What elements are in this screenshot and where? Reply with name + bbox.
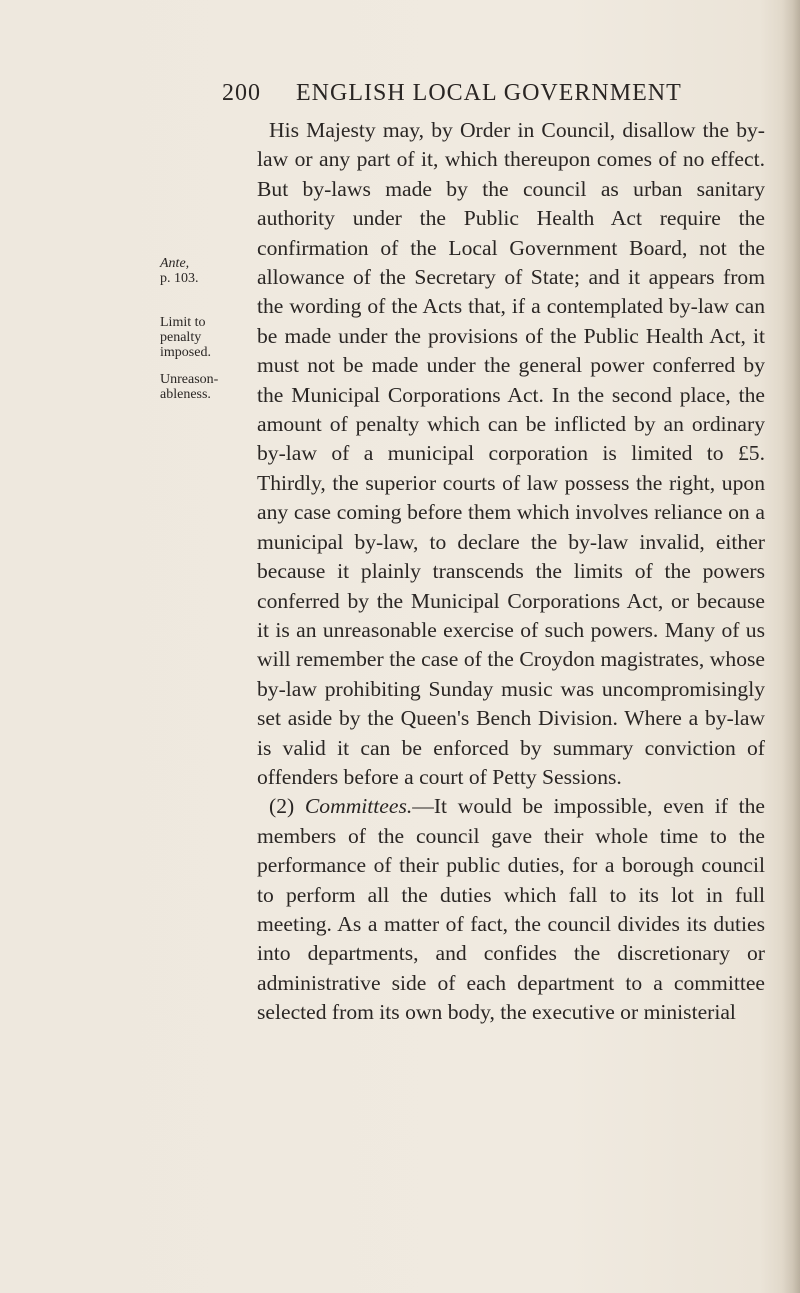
running-head [222, 80, 722, 114]
body-text [257, 116, 765, 1028]
section-heading-committees: Committees. [304, 794, 413, 819]
page-number: 200 [222, 80, 261, 106]
margin-note-unreasonableness: Unreason- ableness. [160, 372, 219, 402]
running-title: ENGLISH LOCAL GOVERNMENT [296, 80, 682, 106]
paragraph-number: (2) [269, 794, 295, 819]
margin-note-ante-ref: p. 103. [160, 271, 199, 286]
margin-note-ante-word: Ante, [160, 256, 190, 271]
margin-note-limit-penalty: Limit to penalty imposed. [160, 315, 211, 360]
paragraph-committees-text: —It would be impossible, even if the members of the council gave their whole time to the performance of their public duties, for a borough council to perform all the duties which fall to its lot in full meeting. As a matter of fact, the council divides its duties into departments, and confides the discretionary or administrative side of each department to a committee selected from its own body, the executive or ministerial [257, 794, 765, 1025]
page-edge-shadow [782, 0, 800, 1293]
margin-note-ante [160, 256, 240, 286]
paragraph-committees [257, 792, 765, 1027]
paragraph-by-laws: His Majesty may, by Order in Council, disallow the by-law or any part of it, which thereupon comes of no effect. But by-laws made by the council as urban sanitary authority under the Public Health Act require the confirmation of the Local Government Board, not the allowance of the Secretary of State; and it appears from the wording of the Acts that, if a contemplated by-law can be made under the provisions of the Public Health Act, it must not be made under the general power conferred by the Municipal Corporations Act. In the second place, the amount of penalty which can be inflicted by an ordinary by-law of a municipal corporation is limited to £5. Thirdly, the superior courts of law possess the right, upon any case coming before them which involves reliance on a municipal by-law, to declare the by-law invalid, either because it plainly transcends the limits of the powers conferred by the Municipal Corporations Act, or because it is an unreasonable exercise of such powers. Many of us will remember the case of the Croydon magistrates, whose by-law prohibiting Sunday music was uncompromisingly set aside by the Queen's Bench Division. Where a by-law is valid it can be enforced by summary conviction of offenders before a court of Petty Sessions. [257, 118, 765, 789]
